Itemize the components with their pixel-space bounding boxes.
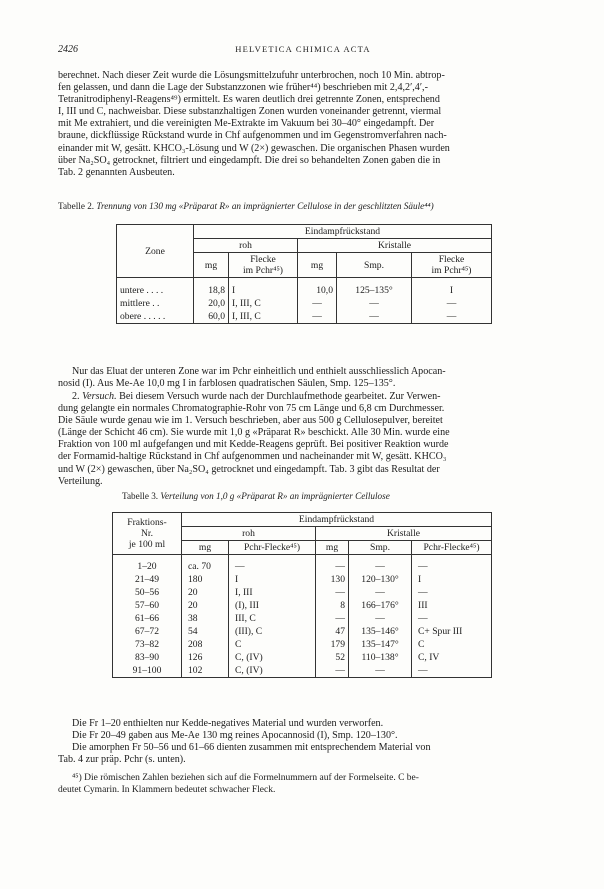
smp-cell: 135–147°	[349, 638, 412, 651]
flecke-cell: I	[229, 284, 298, 297]
table-row	[113, 664, 492, 678]
fraktions-header	[113, 513, 182, 555]
smp-cell: 110–138°	[349, 651, 412, 664]
flecke-label: Flecke	[250, 254, 276, 265]
flecke-cell: I	[235, 573, 239, 585]
mg-header: mg	[182, 541, 229, 555]
kflecke-cell: C, IV	[412, 651, 492, 664]
kristalle-header: Kristalle	[298, 239, 492, 253]
paragraph-4	[58, 718, 550, 766]
mg-cell: 180	[182, 573, 229, 586]
text-line: Tab. 2 genannten Ausbeuten.	[58, 166, 175, 178]
flecke-cell: C	[235, 638, 242, 650]
mg-cell: 208	[182, 638, 229, 651]
text-line: Die amorphen Fr 50–56 und 61–66 dienten zusammen mit entsprechendem Material von	[72, 742, 431, 754]
kflecke-cell: —	[412, 310, 492, 324]
smp-cell: —	[349, 664, 412, 678]
flecke-cell: (I), III	[235, 599, 259, 611]
roh-header: roh	[194, 239, 298, 253]
flecke-cell: I, III	[235, 586, 253, 598]
table3-caption-title: Verteilung von 1,0 g «Präparat R» an imprägnierter Cellulose	[160, 491, 390, 501]
flecke-header	[229, 253, 298, 278]
smp-header: Smp.	[349, 541, 412, 555]
text-line: braune, dickflüssige Rückstand wurde in Chf aufgenommen und im Gegenstromverfahren nach-	[58, 130, 447, 142]
eindampf-header: Eindampfrückstand	[194, 225, 492, 239]
paragraph-2	[58, 366, 550, 390]
kmg-cell: 179	[316, 638, 349, 651]
kflecke-cell: C	[412, 638, 492, 651]
flecke-label: Flecke	[438, 254, 465, 265]
table-row	[113, 612, 492, 625]
kflecke-cell: I	[412, 573, 492, 586]
eindampf-header: Eindampfrückstand	[182, 513, 492, 527]
text-line: mit Me extrahiert, und die vereinigten Me-Extrakte im Vakuum bei 30–40° eingedampft. Der	[58, 118, 435, 130]
table-row	[113, 560, 492, 573]
table-row	[117, 297, 492, 310]
text-fragment: Bei diesem Versuch wurde nach der Durchlaufmethode gearbeitet. Zur Verwen-	[116, 391, 441, 402]
kmg-cell: —	[316, 664, 349, 678]
smp-cell: —	[349, 560, 412, 573]
kristalle-mg-header: mg	[316, 541, 349, 555]
mg-cell: 126	[182, 651, 229, 664]
mg-cell: 20	[182, 599, 229, 612]
mg-cell: 20	[182, 586, 229, 599]
mg-cell: 38	[182, 612, 229, 625]
mg-cell: 54	[182, 625, 229, 638]
flecke-cell: —	[235, 560, 245, 572]
kristalle-mg-header: mg	[298, 253, 337, 278]
paragraph-3	[58, 391, 550, 488]
pchr-flecke-header: Pchr-Flecke⁴⁵)	[229, 541, 316, 555]
zone-cell: untere . . . .	[117, 284, 194, 297]
mg-cell: 102	[182, 664, 229, 678]
smp-cell: 125–135°	[337, 284, 412, 297]
table-row	[117, 284, 492, 297]
text-line: fen gelassen, und dann die Lage der Substanzzonen wie früher⁴⁴) beschrieben mit 2,4,2′,4′,-	[58, 82, 428, 94]
smp-header: Smp.	[337, 253, 412, 278]
page-number: 2426	[58, 44, 78, 55]
flecke-cell: C, (IV)	[229, 664, 316, 678]
zone-cell: obere . . . . .	[117, 310, 194, 324]
text-line: Verteilung.	[58, 475, 103, 487]
table-row	[117, 310, 492, 324]
versuch-number: 2.	[72, 391, 80, 402]
zone-cell: mittlere . .	[117, 297, 194, 310]
smp-cell: —	[349, 586, 412, 599]
text-line: Die Säule wurde genau wie im 1. Versuch beschrieben, aber aus 500 g Cellulosepulver, bereitet	[58, 415, 443, 427]
text-line: Fraktion von 100 ml aufgefangen und mit Kedde-Reagens geprüft. Bei positiver Reaktion wurde	[58, 439, 449, 451]
kmg-cell: 8	[316, 599, 349, 612]
flecke-cell: C, (IV)	[235, 651, 263, 663]
kflecke-cell: —	[412, 612, 492, 625]
kflecke-cell: I	[412, 284, 492, 297]
versuch-title: Versuch.	[82, 391, 117, 402]
flecke-cell: (III), C	[235, 625, 263, 637]
smp-cell: 166–176°	[349, 599, 412, 612]
table2-caption-prefix: Tabelle 2.	[58, 201, 95, 211]
kmg-cell: —	[316, 612, 349, 625]
fraktion-cell: 1–20	[113, 560, 182, 573]
kmg-cell: 47	[316, 625, 349, 638]
fraktion-cell: 21–49	[113, 573, 182, 586]
kmg-cell: 130	[316, 573, 349, 586]
table3-caption-prefix: Tabelle 3.	[122, 491, 159, 501]
fraktion-cell: 67–72	[113, 625, 182, 638]
mg-cell: 60,0	[194, 310, 229, 324]
page-header	[58, 44, 548, 58]
text-line: dung gelangte ein normales Chromatographie-Rohr von 75 cm Länge und 6,8 cm Durchmesser.	[58, 403, 445, 415]
kristalle-flecke-header	[412, 253, 492, 278]
text-line: Nur das Eluat der unteren Zone war im Pchr einheitlich und enthielt ausschliesslich Apocan-	[72, 366, 446, 377]
kristalle-header: Kristalle	[316, 527, 492, 541]
im-pchr-label: im Pchr⁴⁵)	[243, 265, 283, 276]
smp-cell: —	[337, 310, 412, 324]
text-line: (Länge der Schicht 46 cm). Sie wurde mit 1,0 g «Präparat R» beschickt. Alle 30 Min. wurde eine	[58, 427, 450, 439]
flecke-cell: I, III, C	[229, 297, 298, 310]
kflecke-cell: —	[412, 664, 492, 678]
mg-cell: 18,8	[194, 284, 229, 297]
je-label: je 100 ml	[128, 539, 166, 550]
kmg-cell: —	[316, 586, 349, 599]
table3-caption	[122, 490, 604, 502]
nr-label: Nr.	[141, 528, 153, 539]
smp-cell: —	[349, 612, 412, 625]
mg-header: mg	[194, 253, 229, 278]
table2-caption-title: Trennung von 130 mg «Präparat R» an imprägnierter Cellulose in der geschlitzten Säule⁴⁴)	[96, 201, 434, 211]
smp-cell: 120–130°	[349, 573, 412, 586]
kflecke-cell: —	[412, 297, 492, 310]
table-row	[113, 586, 492, 599]
table-row	[113, 573, 492, 586]
text-line: Tab. 4 zur präp. Pchr (s. unten).	[58, 754, 186, 766]
kflecke-cell: —	[412, 560, 492, 573]
roh-header: roh	[182, 527, 316, 541]
text-line: Die Fr 1–20 enthielten nur Kedde-negatives Material und wurden verworfen.	[72, 718, 384, 729]
text-line: berechnet. Nach dieser Zeit wurde die Lösungsmittelzufuhr unterbrochen, noch 10 Min. abtrop-	[58, 70, 445, 81]
text-line: I, III und C, nachweisbar. Diese substanzhaltigen Zonen wurden voneinander getrennt, viermal	[58, 106, 442, 118]
table-3	[112, 512, 492, 678]
text-line: der Formamid-haltige Rückstand in Chf aufgenommen und nacheinander mit W, gesätt. KHCO₃	[58, 451, 447, 463]
table-row	[113, 599, 492, 612]
text-line: nosid (I). Aus Me-Ae 10,0 mg I in farblosen quadratischen Säulen, Smp. 125–135°.	[58, 378, 396, 390]
im-pchr-label: im Pchr⁴⁵)	[431, 265, 472, 276]
fraktion-cell: 61–66	[113, 612, 182, 625]
text-line	[58, 391, 550, 403]
kmg-cell: 52	[316, 651, 349, 664]
fraktion-cell: 50–56	[113, 586, 182, 599]
fraktion-cell: 83–90	[113, 651, 182, 664]
text-line: Tetranitrodiphenyl-Reagens⁴⁹) ermittelt. Es waren deutlich drei getrennte Zonen, entsprechend	[58, 94, 440, 106]
text-line: einander mit W, gesätt. KHCO₃-Lösung und W (2×) gewaschen. Die organischen Phasen wurden	[58, 142, 450, 154]
smp-cell: —	[337, 297, 412, 310]
table-row	[113, 651, 492, 664]
table2-caption	[58, 200, 558, 212]
kmg-cell: 10,0	[298, 284, 337, 297]
table-row	[113, 625, 492, 638]
fraktion-cell: 73–82	[113, 638, 182, 651]
text-line: und W (2×) gewaschen, über Na₂SO₄ getrocknet und eingedampft. Tab. 3 gibt das Resultat der	[58, 463, 440, 475]
kmg-cell: —	[298, 310, 337, 324]
zone-header: Zone	[117, 225, 194, 278]
kristalle-flecke-header: Pchr-Flecke⁴⁵)	[412, 541, 492, 555]
kflecke-cell: —	[412, 586, 492, 599]
smp-cell: 135–146°	[349, 625, 412, 638]
flecke-cell: III, C	[235, 612, 256, 624]
flecke-cell: I, III, C	[229, 310, 298, 324]
footnote-line: ⁴⁵) Die römischen Zahlen beziehen sich auf die Formelnummern auf der Formelseite. C be-	[72, 773, 419, 783]
mg-cell: 20,0	[194, 297, 229, 310]
kmg-cell: —	[298, 297, 337, 310]
kmg-cell: —	[316, 560, 349, 573]
text-line: über Na₂SO₄ getrocknet, filtriert und eingedampft. Die drei so behandelten Zonen gaben die in	[58, 154, 441, 166]
text-line: Die Fr 20–49 gaben aus Me-Ae 130 mg reines Apocannosid (I), Smp. 120–130°.	[72, 730, 398, 742]
fraktion-cell: 57–60	[113, 599, 182, 612]
journal-title: HELVETICA CHIMICA ACTA	[235, 44, 371, 54]
table-row	[113, 638, 492, 651]
kflecke-cell: C+ Spur III	[412, 625, 492, 638]
fraktion-cell: 91–100	[113, 664, 182, 678]
kflecke-cell: III	[412, 599, 492, 612]
fraktions-label: Fraktions-	[127, 517, 167, 528]
paragraph-1	[58, 70, 550, 179]
footnote-line: deutet Cymarin. In Klammern bedeutet schwacher Fleck.	[58, 785, 276, 795]
mg-cell: ca. 70	[182, 560, 229, 573]
footnote	[58, 772, 550, 796]
table-2	[116, 224, 492, 324]
